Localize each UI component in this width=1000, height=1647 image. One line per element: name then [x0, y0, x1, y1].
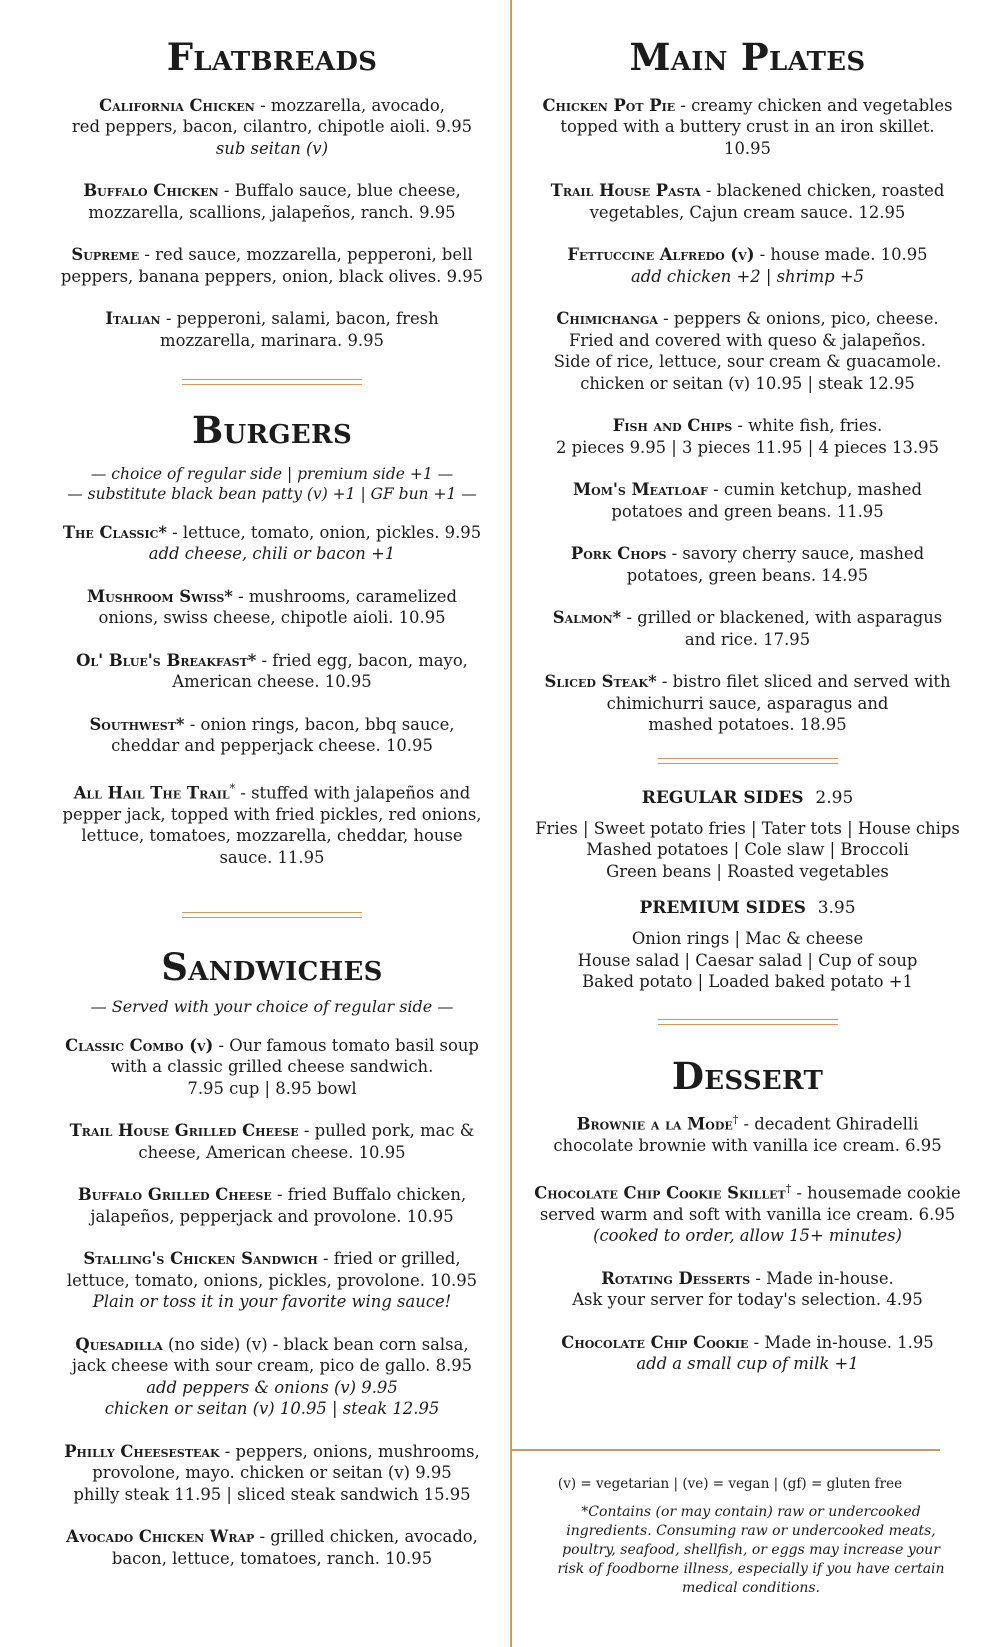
flatbreads-heading: Flatbreads — [166, 35, 378, 79]
footer-divider — [512, 1449, 940, 1451]
menu-item — [52, 1526, 492, 1569]
item-note: chicken or seitan (v) 10.95 | steak 12.95 — [104, 1399, 440, 1419]
item-desc: (no side) (v) - black bean corn salsa, — [162, 1334, 469, 1354]
menu-item — [52, 650, 492, 693]
regular-sides-price: 2.95 — [815, 787, 854, 808]
menu-item — [52, 95, 492, 160]
item-note: add cheese, chili or bacon +1 — [148, 544, 396, 564]
menu-item — [52, 778, 492, 868]
item-name: Fettuccine Alfredo (v) — [567, 245, 755, 265]
menu-item — [52, 522, 492, 565]
menu-item — [523, 1332, 972, 1375]
item-desc: - mushrooms, caramelized — [232, 586, 457, 606]
item-name: Trail House Grilled Cheese — [69, 1121, 299, 1141]
item-desc: potatoes and green beans. 11.95 — [611, 501, 884, 521]
item-desc: onions, swiss cheese, chipotle aioli. 10.95 — [98, 608, 446, 628]
item-desc: jalapeños, pepperjack and provolone. 10.95 — [90, 1206, 454, 1226]
item-name: Rotating Desserts — [601, 1268, 751, 1288]
item-desc: - onion rings, bacon, bbq sauce, — [184, 714, 455, 734]
menu-item — [52, 1334, 492, 1420]
item-name: Mushroom Swiss* — [87, 586, 233, 606]
item-desc: - Made in-house. 1.95 — [748, 1332, 934, 1352]
item-name: Chocolate Chip Cookie Skillet — [534, 1183, 786, 1203]
item-name: Trail House Pasta — [550, 181, 701, 201]
item-desc: peppers, banana peppers, onion, black olives. 9.95 — [60, 266, 484, 286]
sides-line: Baked potato | Loaded baked potato +1 — [582, 972, 913, 992]
item-name: Pork Chops — [570, 544, 667, 564]
item-desc: - fried egg, bacon, mayo, — [256, 650, 468, 670]
item-desc: red peppers, bacon, cilantro, chipotle aioli. 9.95 — [71, 117, 473, 137]
item-desc: with a classic grilled cheese sandwich. — [110, 1057, 434, 1077]
sides-line: Fries | Sweet potato fries | Tater tots | House chips — [535, 818, 960, 838]
item-desc: vegetables, Cajun cream sauce. 12.95 — [589, 202, 906, 222]
item-desc: and rice. 17.95 — [684, 629, 811, 649]
sides-line: Mashed potatoes | Cole slaw | Broccoli — [586, 840, 909, 860]
item-name: Ol' Blue's Breakfast* — [76, 650, 257, 670]
section-divider — [182, 912, 362, 918]
item-desc: mashed potatoes. 18.95 — [648, 715, 847, 735]
item-desc: - bistro filet sliced and served with — [656, 672, 951, 692]
premium-sides-title: PREMIUM SIDES — [639, 898, 806, 919]
left-column — [0, 0, 512, 1590]
item-desc: 7.95 cup | 8.95 bowl — [187, 1078, 357, 1098]
item-note: add chicken +2 | shrimp +5 — [630, 266, 865, 286]
burgers-note — [52, 464, 492, 504]
item-desc: - peppers & onions, pico, cheese. — [657, 309, 939, 329]
sides-line: Onion rings | Mac & cheese — [631, 929, 864, 949]
menu-item — [52, 1441, 492, 1506]
menu-item — [523, 1109, 972, 1156]
sides-line: House salad | Caesar salad | Cup of soup — [577, 950, 918, 970]
item-desc: - white fish, fries. — [732, 416, 883, 436]
premium-sides-price: 3.95 — [817, 898, 856, 919]
item-desc: potatoes, green beans. 14.95 — [626, 565, 869, 585]
item-desc: - creamy chicken and vegetables — [675, 95, 953, 115]
item-sup: † — [785, 1181, 792, 1195]
item-desc: topped with a buttery crust in an iron skillet. — [560, 117, 935, 137]
menu-item — [52, 244, 492, 287]
item-desc: lettuce, tomato, onions, pickles, provolone. 10.95 — [66, 1270, 478, 1290]
menu-item — [52, 1248, 492, 1313]
premium-sides-heading — [523, 898, 972, 918]
menu-item — [523, 543, 972, 586]
item-name: Fish and Chips — [612, 416, 733, 436]
item-note: sub seitan (v) — [215, 138, 329, 158]
item-name: Classic Combo (v) — [65, 1035, 214, 1055]
item-desc: chimichurri sauce, asparagus and — [606, 693, 889, 713]
dessert-heading: Dessert — [671, 1053, 824, 1098]
item-desc: Ask your server for today's selection. 4.95 — [572, 1290, 923, 1310]
item-desc: chicken or seitan (v) 10.95 | steak 12.95 — [580, 373, 915, 393]
section-divider — [658, 1019, 838, 1025]
item-desc: - grilled or blackened, with asparagus — [621, 608, 943, 628]
item-name: Stalling's Chicken Sandwich — [83, 1249, 318, 1269]
item-desc: - lettuce, tomato, onion, pickles. 9.95 — [166, 522, 482, 542]
menu-item — [523, 308, 972, 394]
item-name: Italian — [105, 309, 161, 329]
regular-sides-list — [523, 818, 972, 883]
item-name: The Classic* — [62, 522, 167, 542]
menu-item — [52, 1120, 492, 1163]
item-desc: cheese, American cheese. 10.95 — [138, 1142, 406, 1162]
item-desc: served warm and soft with vanilla ice cream. 6.95 — [539, 1204, 956, 1224]
item-name: California Chicken — [99, 95, 255, 115]
item-desc: lettuce, tomatoes, mozzarella, cheddar, house — [81, 826, 463, 846]
section-divider — [658, 758, 838, 764]
menu-item — [523, 671, 972, 736]
item-sup: * — [229, 781, 236, 795]
menu-item — [52, 308, 492, 351]
item-desc: chocolate brownie with vanilla ice cream. 6.95 — [553, 1136, 942, 1156]
item-desc: - house made. 10.95 — [754, 245, 928, 265]
menu-item — [523, 1268, 972, 1311]
item-desc: American cheese. 10.95 — [172, 672, 372, 692]
menu-item — [52, 1184, 492, 1227]
menu-item — [52, 586, 492, 629]
item-name: All Hail The Trail — [73, 783, 230, 803]
item-desc: - grilled chicken, avocado, — [254, 1527, 478, 1547]
item-desc: - red sauce, mozzarella, pepperoni, bell — [139, 245, 473, 265]
item-note: Plain or toss it in your favorite wing sauce! — [92, 1292, 452, 1312]
menu-item — [523, 479, 972, 522]
item-desc: mozzarella, marinara. 9.95 — [160, 330, 384, 350]
item-desc: cheddar and pepperjack cheese. 10.95 — [111, 736, 433, 756]
item-name: Philly Cheesesteak — [64, 1441, 220, 1461]
burgers-heading: Burgers — [191, 408, 353, 453]
raw-food-disclaimer: *Contains (or may contain) raw or undercooked ingredients. Consuming raw or undercooked meats, poultry, seafood, shellfish, or eggs may increase your risk of foodborne illness, especially if you have certain medical conditions. — [557, 1504, 945, 1596]
premium-sides-list — [523, 928, 972, 993]
item-desc: - pulled pork, mac & — [298, 1121, 475, 1141]
section-divider — [182, 379, 362, 385]
burgers-note-line: — choice of regular side | premium side +1 — — [90, 464, 454, 483]
item-desc: 2 pieces 9.95 | 3 pieces 11.95 | 4 pieces 13.95 — [556, 437, 939, 457]
item-name: Chicken Pot Pie — [542, 95, 676, 115]
sandwiches-heading: Sandwiches — [161, 945, 383, 990]
item-name: Mom's Meatloaf — [572, 480, 708, 500]
item-desc: - decadent Ghiradelli — [738, 1114, 919, 1134]
diet-legend: (v) = vegetarian | (ve) = vegan | (gf) = gluten free — [557, 1476, 903, 1492]
item-desc: pepper jack, topped with fried pickles, red onions, — [62, 804, 482, 824]
menu-item — [52, 714, 492, 757]
item-desc: sauce. 11.95 — [219, 847, 325, 867]
item-note: add a small cup of milk +1 — [636, 1354, 859, 1374]
item-desc: Side of rice, lettuce, sour cream & guacamole. — [553, 352, 942, 372]
item-desc: - fried or grilled, — [317, 1249, 461, 1269]
item-desc: mozzarella, scallions, jalapeños, ranch. 9.95 — [88, 202, 456, 222]
item-desc: - blackened chicken, roasted — [700, 181, 945, 201]
item-name: Buffalo Grilled Cheese — [77, 1185, 272, 1205]
item-desc: - peppers, onions, mushrooms, — [219, 1441, 480, 1461]
item-desc: - housemade cookie — [791, 1183, 961, 1203]
item-name: Southwest* — [89, 714, 185, 734]
item-desc: - pepperoni, salami, bacon, fresh — [160, 309, 439, 329]
item-desc: provolone, mayo. chicken or seitan (v) 9.95 — [92, 1463, 452, 1483]
sandwiches-note: — Served with your choice of regular side — — [90, 996, 454, 1016]
item-name: Brownie a la Mode — [576, 1114, 733, 1134]
item-desc: philly steak 11.95 | sliced steak sandwich 15.95 — [73, 1484, 471, 1504]
item-desc: - cumin ketchup, mashed — [707, 480, 923, 500]
right-column — [513, 0, 1000, 1396]
item-name: Quesadilla — [75, 1334, 163, 1354]
item-name: Salmon* — [552, 608, 622, 628]
burgers-note-line: — substitute black bean patty (v) +1 | GF bun +1 — — [67, 484, 477, 503]
item-name: Chimichanga — [556, 309, 658, 329]
menu-item — [523, 180, 972, 223]
item-name: Supreme — [71, 245, 140, 265]
item-note: add peppers & onions (v) 9.95 — [146, 1377, 398, 1397]
item-note: (cooked to order, allow 15+ minutes) — [593, 1226, 902, 1246]
item-desc: Fried and covered with queso & jalapeños. — [569, 330, 926, 350]
item-desc: 10.95 — [724, 138, 771, 158]
item-desc: - Our famous tomato basil soup — [213, 1035, 479, 1055]
menu-item — [52, 180, 492, 223]
item-sup: † — [732, 1113, 739, 1127]
item-desc: - Buffalo sauce, blue cheese, — [218, 181, 461, 201]
item-desc: - Made in-house. — [750, 1268, 894, 1288]
sides-line: Green beans | Roasted vegetables — [606, 861, 889, 881]
regular-sides-title: REGULAR SIDES — [641, 787, 804, 808]
item-desc: - fried Buffalo chicken, — [271, 1185, 467, 1205]
regular-sides-heading — [523, 788, 972, 808]
item-desc: - mozzarella, avocado, — [254, 95, 445, 115]
menu-item — [523, 244, 972, 287]
item-name: Avocado Chicken Wrap — [66, 1527, 255, 1547]
item-desc: - stuffed with jalapeños and — [235, 783, 471, 803]
menu-item — [52, 1035, 492, 1100]
item-desc: bacon, lettuce, tomatoes, ranch. 10.95 — [111, 1548, 433, 1568]
menu-item — [523, 415, 972, 458]
item-name: Chocolate Chip Cookie — [561, 1332, 749, 1352]
item-desc: jack cheese with sour cream, pico de gallo. 8.95 — [71, 1356, 473, 1376]
item-name: Buffalo Chicken — [83, 181, 219, 201]
menu-item — [523, 607, 972, 650]
menu-item — [523, 95, 972, 160]
item-desc: - savory cherry sauce, mashed — [666, 544, 925, 564]
item-name: Sliced Steak* — [544, 672, 657, 692]
menu-item — [523, 1178, 972, 1247]
main-plates-heading: Main Plates — [629, 35, 866, 79]
